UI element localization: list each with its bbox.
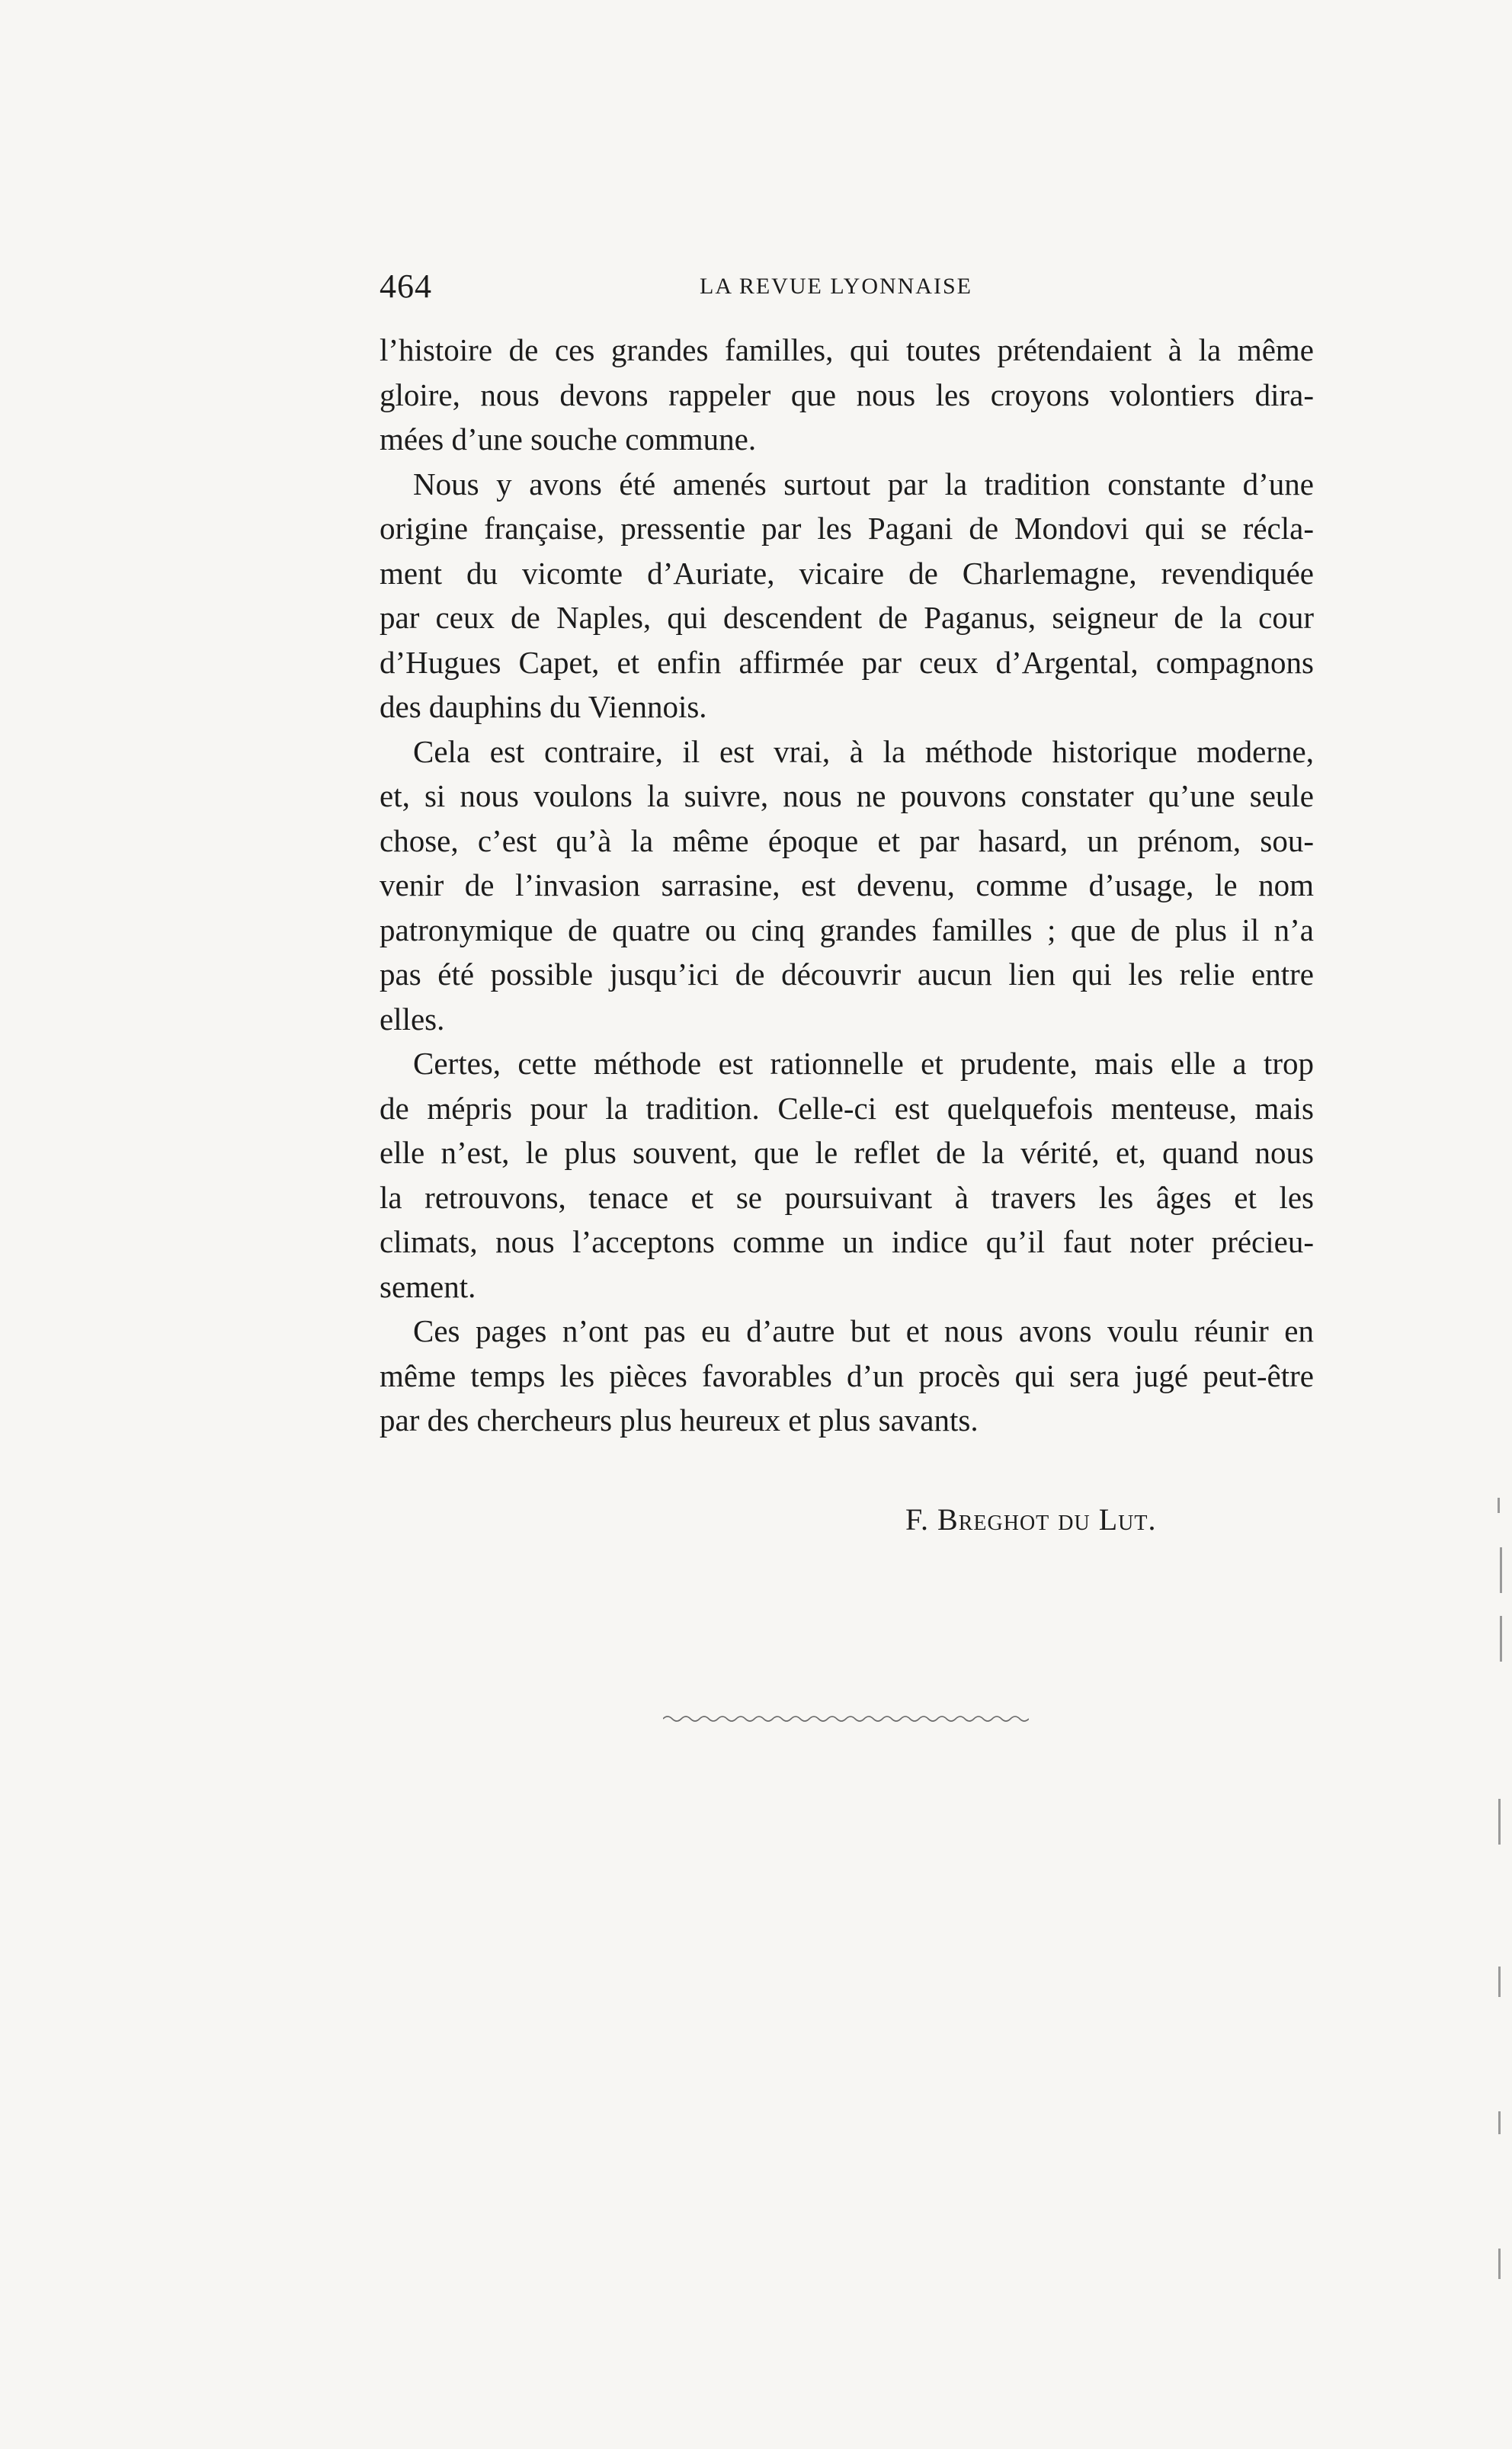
text-line: et, si nous voulons la suivre, nous ne pouvons constater qu’une seule <box>380 778 1314 813</box>
text-line: Certes, cette méthode est rationnelle et prudente, mais elle a trop <box>413 1046 1314 1081</box>
text-line: sement. <box>380 1268 476 1304</box>
text-line: d’Hugues Capet, et enfin affirmée par ceux d’Argental, compagnons <box>380 644 1314 680</box>
ornament-wave <box>663 1717 1029 1721</box>
text-line: Ces pages n’ont pas eu d’autre but et nous avons voulu réunir en <box>413 1313 1314 1348</box>
text-line: pas été possible jusqu’ici de découvrir aucun lien qui les relie entre <box>380 957 1314 992</box>
text-line: Nous y avons été amenés surtout par la tradition constante d’une <box>413 466 1314 502</box>
text-line: venir de l’invasion sarrasine, est devenu, comme d’usage, le nom <box>380 867 1314 902</box>
paragraph-4 <box>380 1041 1314 1309</box>
signature-initial: F. <box>905 1502 938 1537</box>
text-line: chose, c’est qu’à la même époque et par hasard, un prénom, sou- <box>380 822 1314 858</box>
page-number: 464 <box>380 268 432 305</box>
scan-edge-mark <box>1500 1616 1502 1662</box>
author-signature <box>905 1502 1156 1537</box>
text-line: mées d’une souche commune. <box>380 422 757 457</box>
scan-edge-mark <box>1500 1547 1502 1593</box>
text-line: l’histoire de ces grandes familles, qui toutes prétendaient à la même <box>380 332 1314 367</box>
text-line: par ceux de Naples, qui descendent de Paganus, seigneur de la cour <box>380 600 1314 635</box>
text-line: de mépris pour la tradition. Celle-ci est quelquefois menteuse, mais <box>380 1090 1314 1126</box>
signature-name: Breghot du Lut. <box>937 1502 1157 1537</box>
text-line: elles. <box>380 1001 445 1037</box>
paragraph-2 <box>380 462 1314 729</box>
scan-edge-mark <box>1498 2111 1501 2134</box>
text-line: gloire, nous devons rappeler que nous les croyons volontiers dira- <box>380 377 1314 412</box>
running-title: LA REVUE LYONNAISE <box>700 274 972 299</box>
scan-edge-mark <box>1498 2249 1501 2279</box>
page-header <box>380 267 1314 320</box>
text-line: ment du vicomte d’Auriate, vicaire de Charlemagne, revendiquée <box>380 555 1314 591</box>
scan-edge-mark <box>1498 1799 1501 1845</box>
paragraph-3 <box>380 729 1314 1042</box>
text-line: la retrouvons, tenace et se poursuivant à travers les âges et les <box>380 1179 1314 1215</box>
text-line: même temps les pièces favorables d’un procès qui sera jugé peut-être <box>380 1358 1314 1393</box>
scan-edge-mark <box>1498 1498 1500 1513</box>
text-line: par des chercheurs plus heureux et plus savants. <box>380 1402 979 1438</box>
paragraph-1 <box>380 328 1314 462</box>
end-ornament <box>663 1713 1029 1724</box>
scan-edge-mark <box>1498 1967 1501 1997</box>
paragraph-5 <box>380 1309 1314 1443</box>
body-text <box>380 328 1314 1443</box>
text-line: origine française, pressentie par les Pagani de Mondovi qui se récla- <box>380 511 1314 546</box>
text-line: patronymique de quatre ou cinq grandes familles ; que de plus il n’a <box>380 912 1314 947</box>
text-line: des dauphins du Viennois. <box>380 689 707 724</box>
text-line: elle n’est, le plus souvent, que le reflet de la vérité, et, quand nous <box>380 1135 1314 1170</box>
text-line: Cela est contraire, il est vrai, à la méthode historique moderne, <box>413 733 1314 769</box>
text-line: climats, nous l’acceptons comme un indice qu’il faut noter précieu- <box>380 1224 1314 1259</box>
